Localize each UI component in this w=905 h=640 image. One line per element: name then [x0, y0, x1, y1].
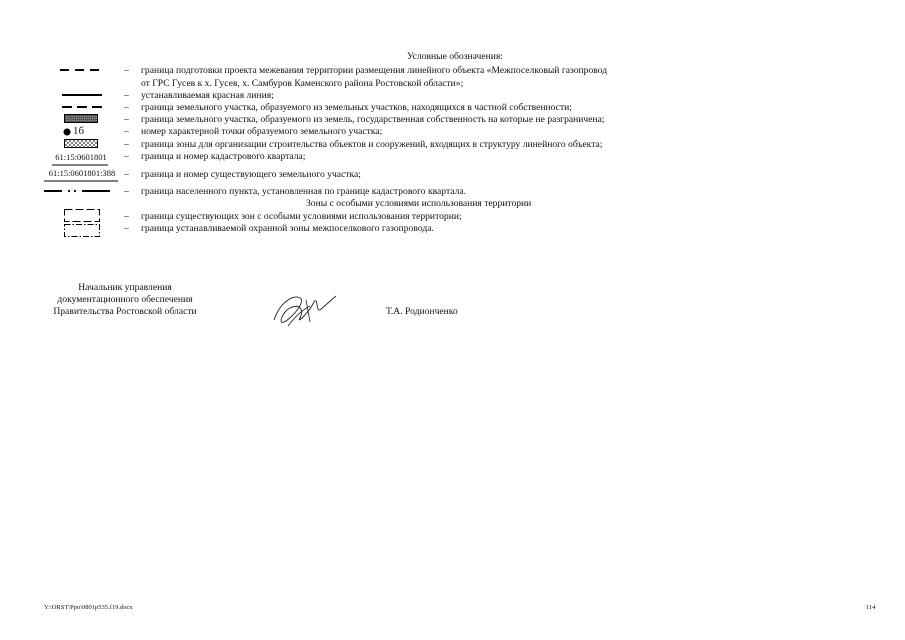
cadastral-quarter-label: 61:15:0601801 [55, 152, 107, 162]
project-boundary-symbol [60, 67, 104, 73]
legend-item-special-zones: граница существующих зон с особыми условиями использования территории; [141, 211, 462, 222]
legend-item-point: номер характерной точки образуемого земельного участка; [141, 126, 383, 137]
protection-zone-symbol [64, 224, 100, 237]
legend-dash: – [124, 186, 129, 197]
point-number-label: 1б [73, 125, 85, 137]
state-parcel-symbol [64, 114, 98, 123]
legend-item-red-line: устанавливаемая красная линия; [141, 90, 274, 101]
legend-dash: – [124, 223, 129, 234]
special-zone-symbol [64, 209, 100, 222]
legend-item-settlement-boundary: граница населенного пункта, установленная по границе кадастрового квартала. [141, 186, 467, 197]
legend-dash: – [124, 65, 129, 76]
construction-zone-symbol [64, 139, 98, 148]
handwritten-signature [270, 288, 340, 330]
legend-dash: – [124, 114, 129, 125]
legend-item-project-boundary: граница подготовки проекта межевания территории размещения линейного объекта «Межпоселковый газопровод [141, 65, 608, 76]
legend-dash: – [124, 126, 129, 137]
legend-dash: – [124, 211, 129, 222]
signer-name: Т.А. Родионченко [386, 306, 458, 317]
legend-item-construction-zone: граница зоны для организации строительства объектов и сооружений, входящих в структуру линейного объекта; [141, 139, 603, 150]
point-symbol [63, 128, 71, 136]
legend-dash: – [124, 139, 129, 150]
legend-dash: – [124, 169, 129, 180]
legend-dash: – [124, 102, 129, 113]
signer-title-line2: документационного обеспечения [57, 294, 193, 305]
legend-item-protection-zone: граница устанавливаемой охранной зоны межпоселкового газопровода. [141, 223, 434, 234]
legend-item-project-boundary-cont: от ГРС Гусев к х. Гусев, х. Самбуров Каменского района Ростовской области»; [141, 78, 464, 89]
existing-parcel-symbol [44, 179, 118, 183]
red-line-symbol [62, 92, 102, 98]
legend-dash: – [124, 90, 129, 101]
settlement-boundary-symbol [44, 188, 110, 194]
signer-title-line1: Начальник управления [78, 282, 172, 293]
legend-item-existing-parcel: граница и номер существующего земельного участка; [141, 169, 361, 180]
page-number: 114 [866, 604, 876, 611]
legend-dash: – [124, 151, 129, 162]
zones-subheading: Зоны с особыми условиями использования территории [306, 198, 532, 209]
footer-file-path: Y:\ORST\Ppo\0801p535.f19.docx [44, 604, 133, 611]
legend-item-cadastral-quarter: граница и номер кадастрового квартала; [141, 151, 306, 162]
private-parcel-symbol [62, 104, 102, 110]
legend-item-private-parcel: граница земельного участка, образуемого из земельных участков, находящихся в частной собственности; [141, 102, 572, 113]
signer-title-line3: Правительства Ростовской области [53, 306, 197, 317]
legend-title: Условные обозначения: [407, 51, 503, 62]
existing-parcel-label: 61:15:0601801:388 [48, 168, 116, 178]
legend-item-state-parcel: граница земельного участка, образуемого из земель, государственная собственность на которые не разграничена; [141, 114, 605, 125]
